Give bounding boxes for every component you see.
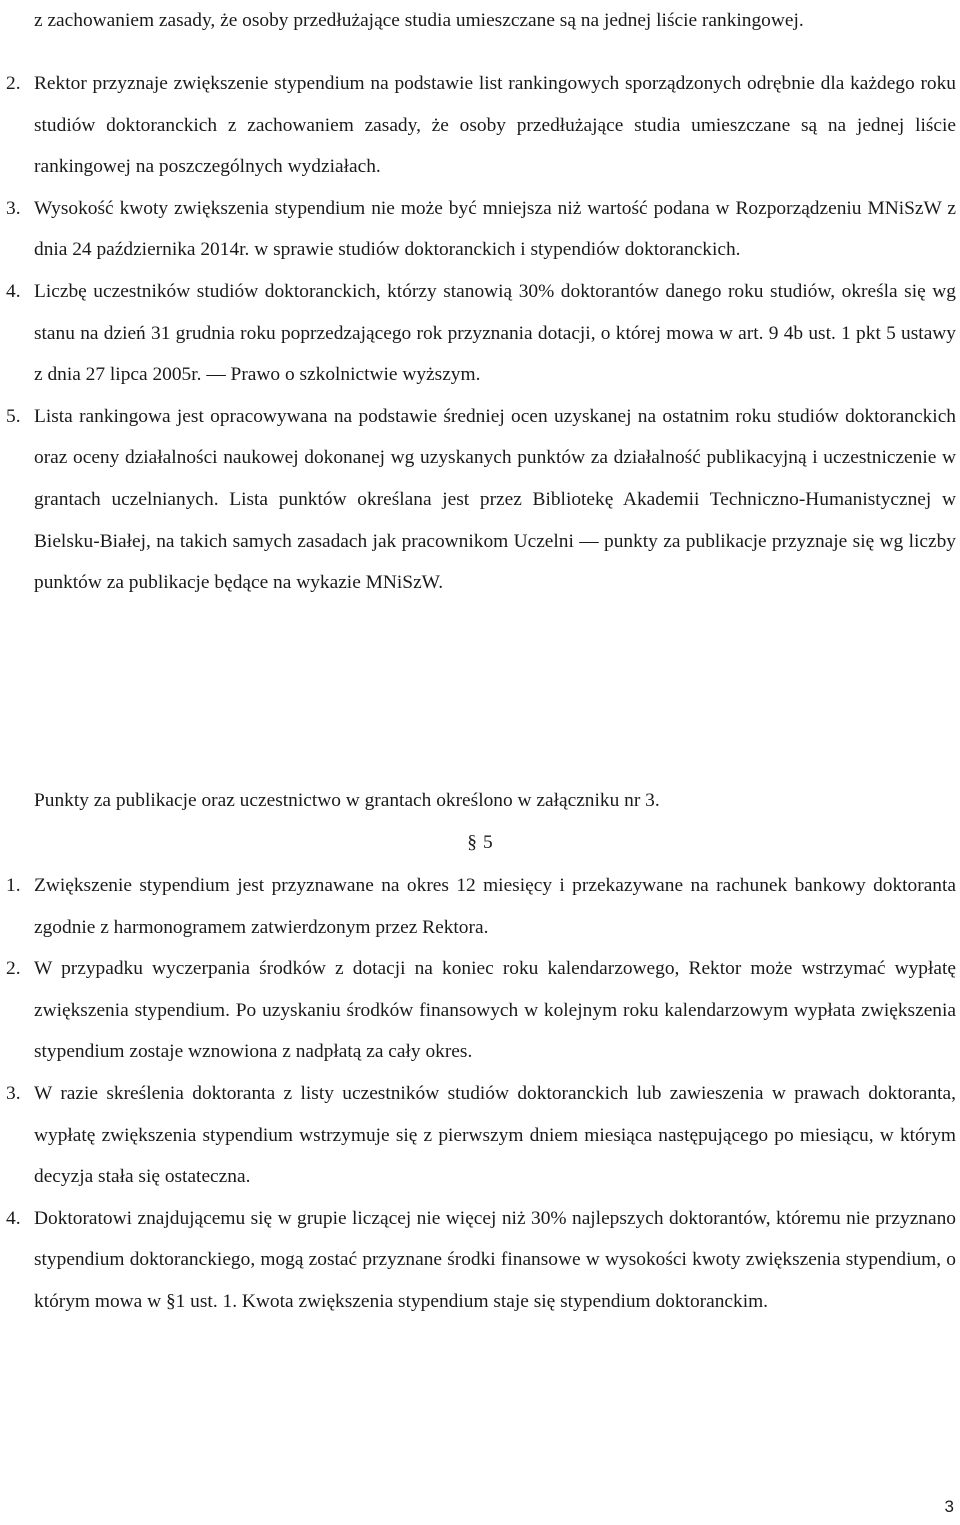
- list-a-item-text: Liczbę uczestników studiów doktoranckich, którzy stanowią 30% doktorantów danego roku studiów, określa się wg stanu na dzień 31 grudnia roku poprzedzającego rok przyznania dotacji, o której mowa w art. 9 4b ust. 1 pkt 5 ustawy z dnia 27 lipca 2005r. ― Prawo o szkolnictwie wyższym.: [34, 280, 956, 386]
- page-number: 3: [944, 1497, 954, 1516]
- list-b-item-1: [0, 865, 956, 948]
- list-a-item-text: Wysokość kwoty zwiększenia stypendium nie może być mniejsza niż wartość podana w Rozporządzeniu MNiSzW z dnia 24 października 2014r. w sprawie studiów doktoranckich i stypendiów doktoranckich.: [34, 197, 956, 261]
- list-a-item-text: Lista rankingowa jest opracowywana na podstawie średniej ocen uzyskanej na ostatnim roku studiów doktoranckich oraz oceny działalności naukowej dokonanej wg uzyskanych punktów za działalność publikacyjną i uczestniczenie w grantach uczelnianych. Lista punktów określana jest przez Bibliotekę Akademii Techniczno-Humanistycznej w Bielsku-Białej, na takich samych zasadach jak pracownikom Uczelni ― punkty za publikacje przyznaje się wg liczby punktów za publikacje będące na wykazie MNiSzW.: [34, 405, 956, 594]
- list-b-item-2: [0, 948, 956, 1073]
- list-b-item-number: 1.: [6, 875, 21, 896]
- list-a-item-text: Rektor przyznaje zwiększenie stypendium na podstawie list rankingowych sporządzonych odrębnie dla każdego roku studiów doktoranckich z zachowaniem zasady, że osoby przedłużające studia umieszczane są na jednej liście rankingowej na poszczególnych wydziałach.: [34, 73, 956, 178]
- section-heading: [0, 822, 960, 864]
- list-a-item-number: 3.: [6, 197, 21, 219]
- section-symbol: §: [467, 832, 477, 853]
- list-b-item-3: [0, 1073, 956, 1198]
- list-a-item-number: 5.: [6, 405, 21, 427]
- attachment-note: Punkty za publikacje oraz uczestnictwo w grantach określono w załączniku nr 3.: [34, 790, 660, 811]
- list-b-item-text: Doktoratowi znajdującemu się w grupie liczącej nie więcej niż 30% najlepszych doktorantów, któremu nie przyznano stypendium doktoranckiego, mogą zostać przyznane środki finansowe w wysokości kwoty zwiększenia stypendium, o którym mowa w §1 ust. 1. Kwota zwiększenia stypendium staje się stypendium doktoranckim.: [34, 1207, 956, 1312]
- list-a-item-3: [0, 188, 956, 271]
- list-a-item-number: 4.: [6, 280, 21, 302]
- list-b-item-text: W przypadku wyczerpania środków z dotacji na koniec roku kalendarzowego, Rektor może wstrzymać wypłatę zwiększenia stypendium. Po uzyskaniu środków finansowych w kolejnym roku kalendarzowym wypłata zwiększenia stypendium zostaje wznowiona z nadpłatą za cały okres.: [34, 958, 956, 1063]
- list-b-item-number: 4.: [6, 1207, 21, 1229]
- list-a: [0, 63, 956, 604]
- list-b: [0, 865, 956, 1323]
- list-b-item-text: Zwiększenie stypendium jest przyznawane na okres 12 miesięcy i przekazywane na rachunek bankowy doktoranta zgodnie z harmonogramem zatwierdzonym przez Rektora.: [34, 875, 956, 938]
- list-b-item-number: 2.: [6, 958, 21, 980]
- list-b-item-number: 3.: [6, 1082, 21, 1104]
- intro-paragraph: z zachowaniem zasady, że osoby przedłużające studia umieszczane są na jednej liście rankingowej.: [34, 10, 804, 31]
- list-b-item-text: W razie skreślenia doktoranta z listy uczestników studiów doktoranckich lub zawieszenia w prawach doktoranta, wypłatę zwiększenia stypendium wstrzymuje się z pierwszym dniem miesiąca następującego po miesiącu, w którym decyzja stała się ostateczna.: [34, 1082, 956, 1188]
- list-a-item-2: [0, 63, 956, 188]
- section-number: 5: [483, 832, 493, 853]
- list-a-item-number: 2.: [6, 73, 21, 94]
- list-a-item-4: [0, 271, 956, 396]
- list-b-item-4: [0, 1198, 956, 1323]
- list-a-item-5: [0, 396, 956, 604]
